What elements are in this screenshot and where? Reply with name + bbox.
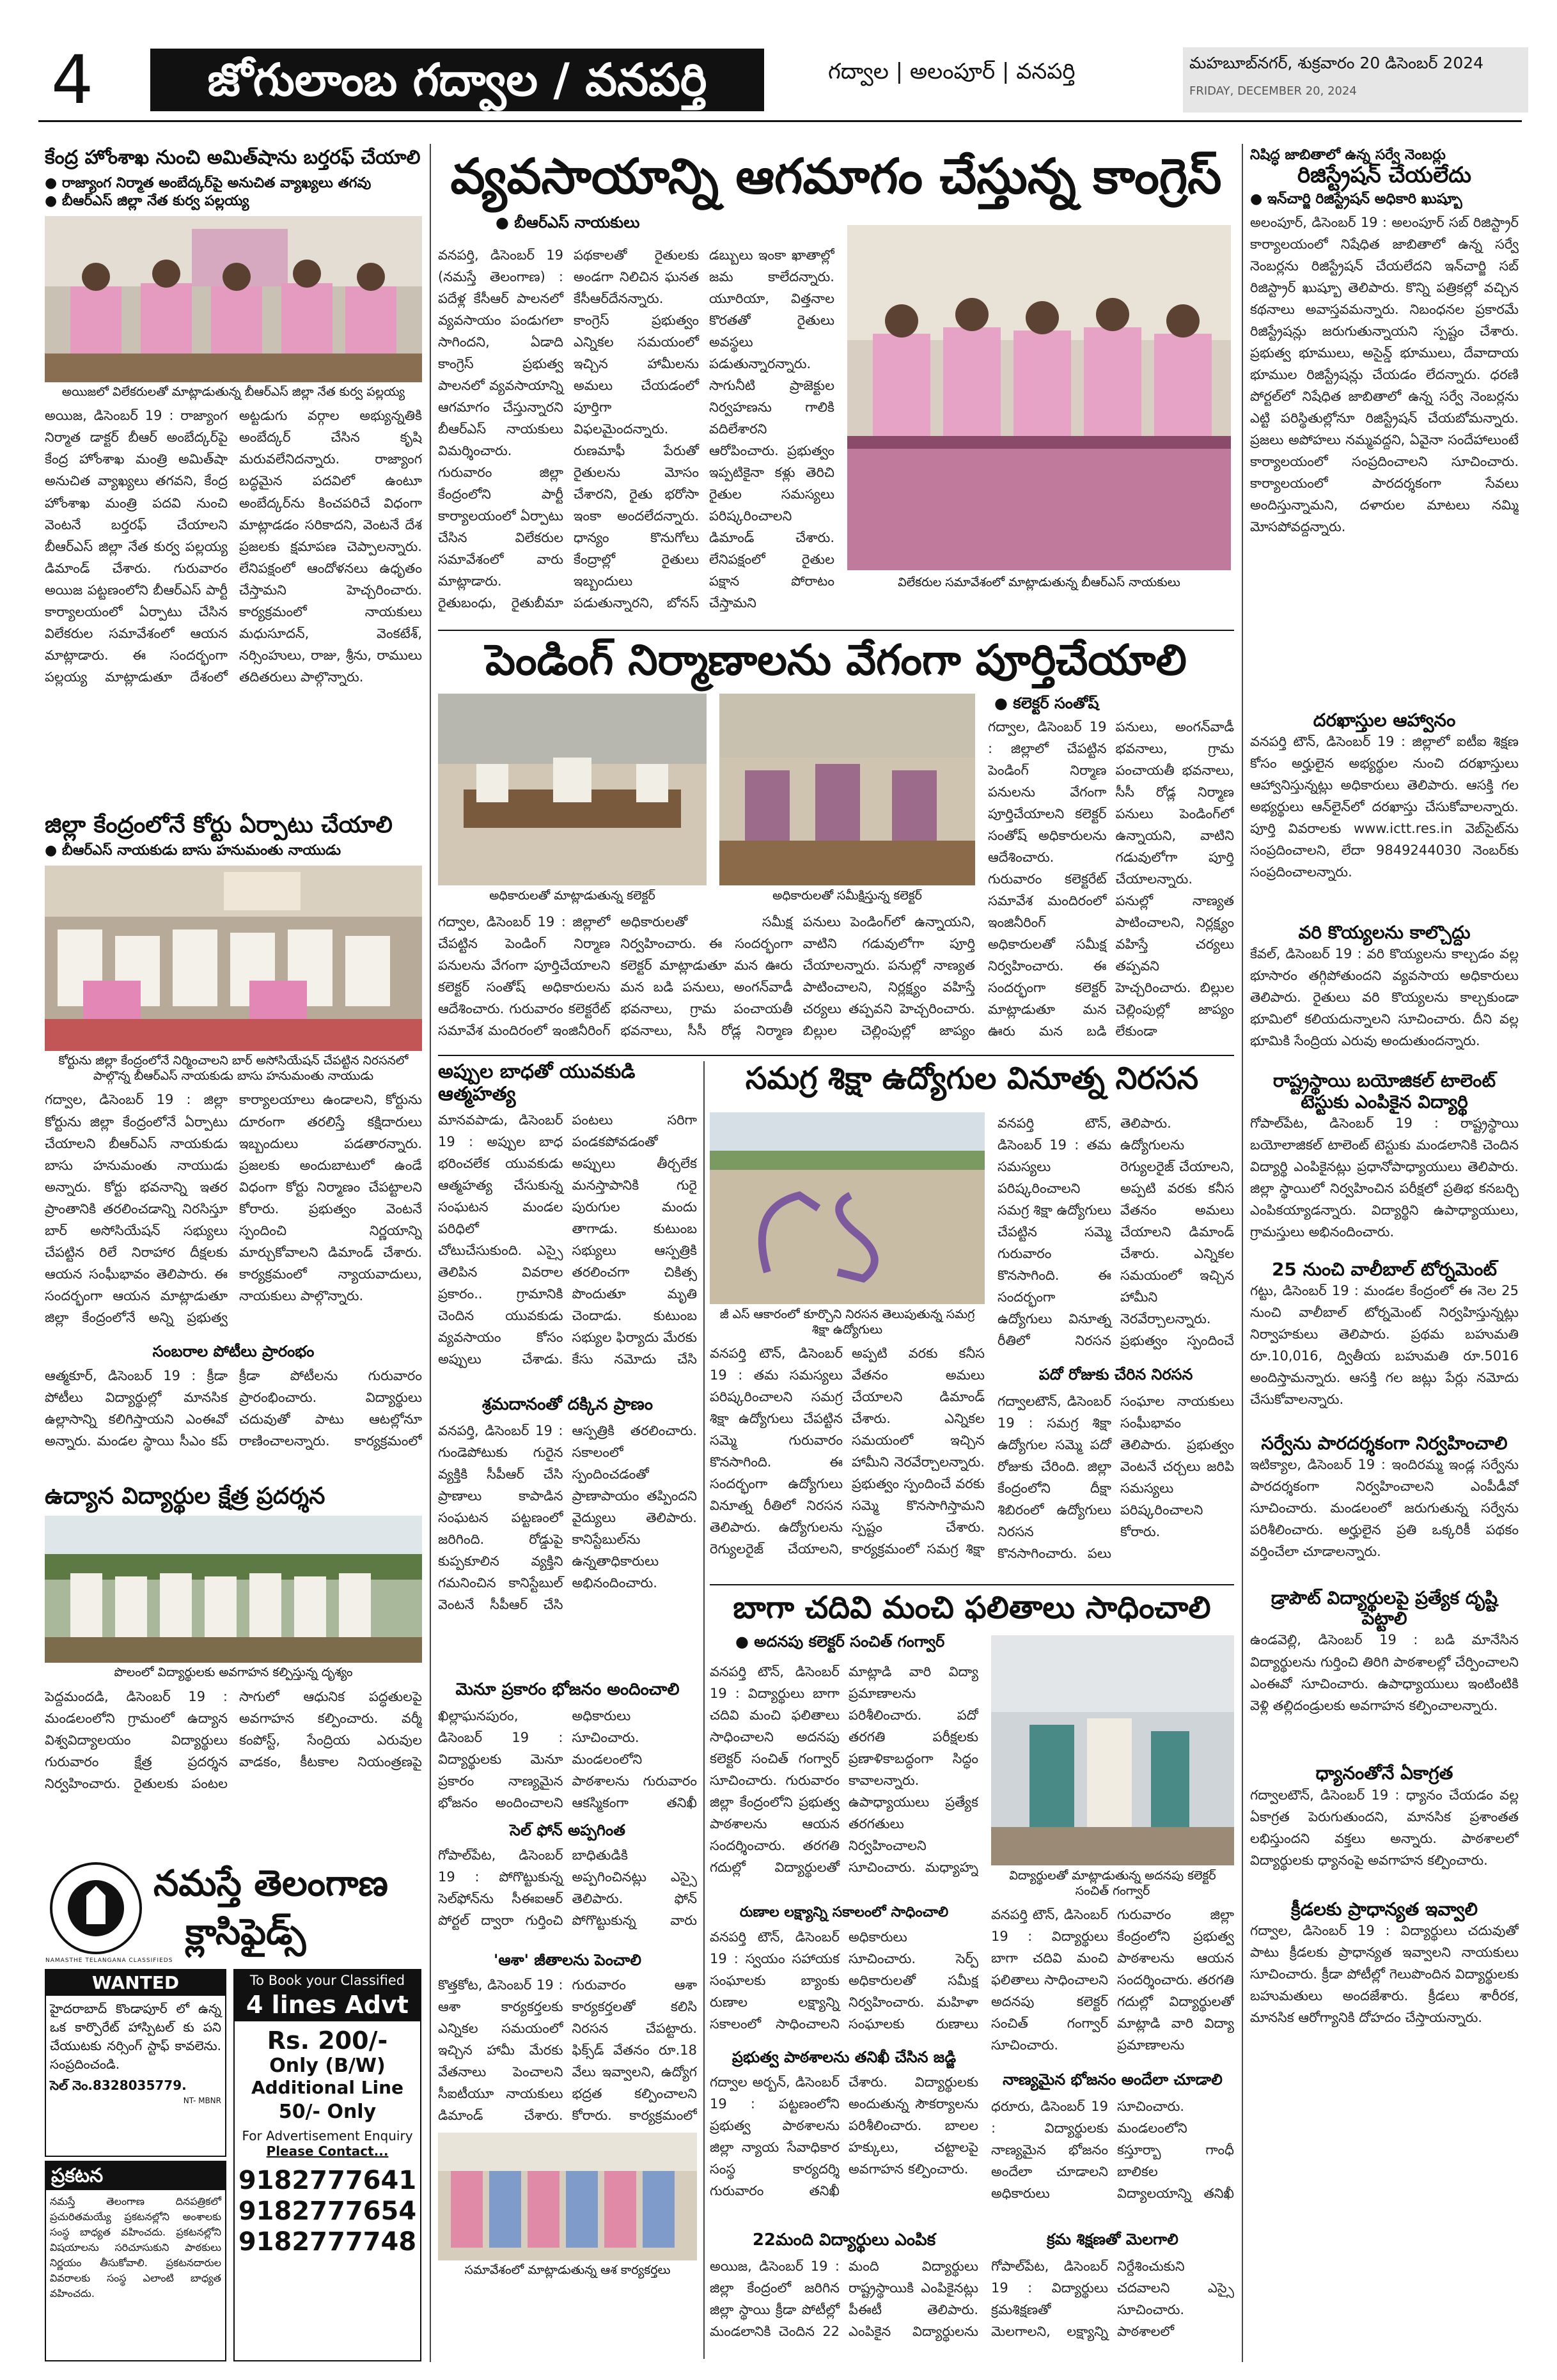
booking-phone: 9182777748 — [238, 2227, 417, 2257]
photo-image — [847, 225, 1231, 570]
story-body: గద్వాల, డిసెంబర్ 19 : జిల్లాలో చేపట్టిన పెండింగ్ నిర్మాణ పనులను వేగంగా పూర్తిచేయాలని కలెక్టర్ సంతోష్ అధికారులను ఆదేశించారు. గురువారం కలెక్టరేట్ సమావేశ మందిరంలో ఇంజినీరింగ్ అధికారులతో సమీక్ష నిర్వహించారు. ఈ సందర్భంగా కలెక్టర్ మాట్లాడుతూ మన ఊరు మన బడి పనులు, అంగన్‌వాడీ భవనాలు, గ్రామ పంచాయతీ భవనాలు, సీసీ రోడ్ల నిర్మాణ పనులు పెండింగ్‌లో ఉన్నాయని, వాటిని గడువులోగా పూర్తి చేయాలన్నారు. పనుల్లో నాణ్యత పాటించాలని, నిర్లక్ష్యం వహిస్తే చర్యలు తప్పవని హెచ్చరించారు. బిల్లుల చెల్లింపుల్లో జాప్యం లేకుండా — [988, 719, 1234, 1039]
story-body: వనపర్తి టౌన్, డిసెంబర్ 19 : జిల్లాలో ఐటీఐ శిక్షణ కోసం అర్హులైన అభ్యర్థుల నుంచి దరఖాస్తులు ఆహ్వానిస్తున్నట్లు అధికారులు తెలిపారు. ఆసక్తి గల అభ్యర్థులు ఆన్‌లైన్‌లో దరఖాస్తు చేసుకోవాలన్నారు. పూర్తి వివరాలకు www.ictt.res.in వెబ్‌సైట్‌ను సంప్రదించాలని, లేదా 9849244030 నెంబర్‌కు సంప్రదించాలన్నారు. — [1250, 734, 1519, 880]
subheadline: ● బీఆర్‌ఎస్ నాయకులు — [496, 214, 640, 232]
booking-phone: 9182777654 — [238, 2197, 417, 2226]
story-body-continued: గద్వాల, డిసెంబర్ 19 : జిల్లాలో చేపట్టిన పెండింగ్ నిర్మాణ పనులను వేగంగా పూర్తిచేయాలని కలెక్టర్ సంతోష్ అధికారులను ఆదేశించారు. గురువారం కలెక్టరేట్ సమావేశ మందిరంలో ఇంజినీరింగ్ అధికారులతో సమీక్ష నిర్వహించారు. ఈ సందర్భంగా కలెక్టర్ మాట్లాడుతూ మన ఊరు మన బడి పనులు, అంగన్‌వాడీ భవనాలు, గ్రామ పంచాయతీ భవనాలు, సీసీ రోడ్ల నిర్మాణ పనులు పెండింగ్‌లో ఉన్నాయని, వాటిని గడువులోగా పూర్తి చేయాలన్నారు. పనుల్లో నాణ్యత పాటించాలని, నిర్లక్ష్యం వహిస్తే చర్యలు తప్పవని హెచ్చరించారు. బిల్లుల చెల్లింపుల్లో జాప్యం — [438, 914, 975, 1039]
story-body: గద్వాలటౌన్, డిసెంబర్ 19 : ధ్యానం చేయడం వల్ల ఏకాగ్రత పెరుగుతుందని, మానసిక ప్రశాంతత లభిస్తుందని వక్తలు అన్నారు. పాఠశాలలో విద్యార్థులకు ధ్యానంపై అవగాహన కల్పించారు. — [1250, 1787, 1519, 1868]
subheadline: ● అదనపు కలెక్టర్ సంచిత్ గంగ్వార్ — [735, 1633, 945, 1651]
masthead-rule — [38, 120, 1522, 122]
brand-word-2: తెలంగాణ — [254, 1863, 388, 1904]
classifieds — [45, 1854, 422, 2365]
ad-wanted-phone: సెల్ నెం.8328035779. — [50, 2078, 187, 2093]
photo-additional-collector — [991, 1635, 1234, 1865]
column-rule — [703, 1061, 705, 2359]
masthead — [38, 41, 1522, 119]
ad-wanted-body: హైదరాబాద్ కొండాపూర్ లో ఉన్న ఒక కార్పొరేట్ హాస్పిటల్ కు పని చేయుటకు నర్సింగ్ స్టాఫ్ కావలెను. సంప్రదించండి. — [50, 2001, 221, 2072]
story-body: మానవపాడు, డిసెంబర్ 19 : అప్పుల బాధ భరించలేక యువకుడు ఆత్మహత్య చేసుకున్న సంఘటన మండల పరిధిలో చోటుచేసుకుంది. ఎస్సై తెలిపిన వివరాల ప్రకారం.. గ్రామానికి చెందిన యువకుడు వ్యవసాయం కోసం అప్పులు చేశాడు. పంటలు సరిగా పండకపోవడంతో అప్పులు తీర్చలేక మనస్తాపానికి గురై పురుగుల మందు తాగాడు. కుటుంబ సభ్యులు ఆస్పత్రికి తరలించగా చికిత్స పొందుతూ మృతి చెందాడు. కుటుంబ సభ్యుల ఫిర్యాదు మేరకు కేసు నమోదు చేసి — [438, 1112, 697, 1367]
headline: సమగ్ర శిక్షా ఉద్యోగుల వినూత్న నిరసన — [745, 1061, 1199, 1096]
masthead-places: గద్వాల | అలంపూర్ | వనపర్తి — [828, 59, 1076, 84]
headline: క్రీడలకు ప్రాధాన్యత ఇవ్వాలి — [1290, 1898, 1478, 1920]
right-column — [1250, 147, 1519, 2362]
photo-caption: జీ ఎస్ ఆకారంలో కూర్చొని నిరసన తెలుపుతున్న సమగ్ర శిక్షా ఉద్యోగులు — [719, 1307, 975, 1337]
photo-caption: అధికారులతో మాట్లాడుతున్న కలెక్టర్ — [489, 889, 655, 903]
headline: అప్పుల బాధతో యువకుడి ఆత్మహత్య — [438, 1061, 636, 1105]
story-body: కేవల్, డిసెంబర్ 19 : వరి కొయ్యలను కాల్చడం వల్ల భూసారం తగ్గిపోతుందని వ్యవసాయ అధికారులు తెలిపారు. రైతులు వరి కొయ్యలను కాల్చకుండా భూమిలో కలియదున్నాలని సూచించారు. దీని వల్ల భూమికి సేంద్రియ ఎరువు అందుతుందన్నారు. — [1250, 946, 1519, 1049]
column-rule — [1242, 144, 1243, 2362]
headline: జిల్లా కేంద్రంలోనే కోర్టు ఏర్పాటు చేయాలి — [45, 812, 393, 838]
masthead-title: జోగులాంబ గద్వాల / వనపర్తి — [150, 49, 764, 111]
headline: డ్రాపౌట్ విద్యార్థులపై ప్రత్యేక దృష్టి పెట్టాలి — [1271, 1587, 1498, 1629]
classifieds-brand — [45, 1854, 422, 1963]
subheadline: 'ఆశా' జీతాలను పెంచాలి — [494, 1950, 641, 1969]
page-number: 4 — [51, 41, 94, 119]
headline: వ్యవసాయాన్ని ఆగమాగం చేస్తున్న కాంగ్రెస్ — [450, 148, 1222, 205]
booking-price: Rs. 200/- — [267, 2026, 388, 2055]
story-body: గద్వాల అర్బన్, డిసెంబర్ 19 : పట్టణంలోని ప్రభుత్వ పాఠశాలను జిల్లా న్యాయ సేవాధికార సంస్థ కార్యదర్శి గురువారం తనిఖీ చేశారు. విద్యార్థులకు అందుతున్న సౌకర్యాలను పరిశీలించారు. బాలల హక్కులు, చట్టాలపై అవగాహన కల్పించారు. — [710, 2074, 978, 2199]
booking-phone: 9182777641 — [238, 2166, 417, 2195]
subheadline: క్రమ శిక్షణతో మెలగాలి — [1047, 2230, 1178, 2248]
sub-text: బీఆర్‌ఎస్ నాయకుడు బాసు హనుమంతు నాయుడు — [61, 843, 341, 859]
story-body: గట్టు, డిసెంబర్ 19 : మండల కేంద్రంలో ఈ నెల 25 నుంచి వాలీబాల్ టోర్నమెంట్ నిర్వహిస్తున్నట్లు నిర్వాహకులు తెలిపారు. ప్రథమ బహుమతి రూ.10,016, ద్వితీయ బహుమతి రూ.5016 అందిస్తామన్నారు. ఆసక్తి గల జట్లు పేర్లు నమోదు చేసుకోవాలన్నారు. — [1250, 1282, 1519, 1407]
photo-caption: విద్యార్థులతో మాట్లాడుతున్న అదనపు కలెక్టర్ సంచిత్ గంగ్వార్ — [1009, 1869, 1216, 1898]
booking-line-7: For Advertisement Enquiry — [242, 2128, 413, 2143]
logo-ring-text: NAMASTHE TELANGANA CLASSIFIEDS — [45, 1957, 173, 1964]
subheadline: ప్రభుత్వ పాఠశాలను తనిఖీ చేసిన జడ్జి — [732, 2048, 957, 2066]
headline: వరి కొయ్యలను కాల్చొద్దు — [1298, 922, 1471, 944]
story-body: అయిజ, డిసెంబర్ 19 : జిల్లా కేంద్రంలో జరిగిన జిల్లా స్థాయి క్రీడా పోటీల్లో మండలానికి చెందిన 22 మంది విద్యార్థులు రాష్ట్రస్థాయికి ఎంపికైనట్లు పీఈటీ తెలిపారు. ఎంపికైన విద్యార్థులను — [710, 2259, 978, 2340]
ad-wanted — [45, 1969, 226, 2157]
photo-brs-press — [847, 225, 1231, 570]
headline: బాగా చదివి మంచి ఫలితాలు సాధించాలి — [733, 1591, 1211, 1626]
photo-image — [45, 866, 422, 1051]
story-body: ఖిల్లాఘనపురం, డిసెంబర్ 19 : విద్యార్థులకు మెనూ ప్రకారం నాణ్యమైన భోజనం అందించాలని అధికారులు సూచించారు. మండలంలోని పాఠశాలను గురువారం ఆకస్మికంగా తనిఖీ — [438, 1707, 697, 1810]
sub-text: బీఆర్‌ఎస్ నాయకులు — [514, 214, 640, 232]
subheadline: సంబరాల పోటీలు ప్రారంభం — [152, 1342, 315, 1361]
story-body: కొత్తకోట, డిసెంబర్ 19 : ఆశా కార్యకర్తలకు ఎన్నికల సమయంలో ఇచ్చిన హామీ మేరకు వేతనాలు పెంచాలని సీఐటీయూ నాయకులు డిమాండ్ చేశారు. గురువారం ఆశా కార్యకర్తలతో కలిసి నిరసన చేపట్టారు. ఫిక్స్‌డ్ వేతనం రూ.18 వేలు ఇవ్వాలని, ఉద్యోగ భద్రత కల్పించాలని కోరారు. కార్యక్రమంలో — [438, 1977, 697, 2124]
photo-caption: పొలంలో విద్యార్థులకు అవగాహన కల్పిస్తున్న దృశ్యం — [114, 1665, 353, 1680]
section-rule — [438, 630, 1234, 631]
booking-line-6: 50/- Only — [278, 2101, 377, 2123]
story-body: వనపర్తి, డిసెంబర్ 19 : గుండెపోటుకు గురైన వ్యక్తికి సీపీఆర్ చేసి ప్రాణాలు కాపాడిన సంఘటన పట్టణంలో జరిగింది. రోడ్డుపై కుప్పకూలిన వ్యక్తిని గమనించిన కానిస్టేబుల్ వెంటనే సీపీఆర్ చేసి ఆస్పత్రికి తరలించారు. సకాలంలో స్పందించడంతో ప్రాణాపాయం తప్పిందని వైద్యులు తెలిపారు. కానిస్టేబుల్‌ను ఉన్నతాధికారులు అభినందించారు. — [438, 1422, 697, 1612]
story-body: అలంపూర్, డిసెంబర్ 19 : అలంపూర్ సబ్ రిజిస్ట్రార్ కార్యాలయంలో నిషేధిత జాబితాలో ఉన్న సర్వే నెంబర్లను రిజిస్ట్రేషన్ చేయలేదని ఇన్‌చార్జి సబ్ రిజిస్ట్రార్ ఖుష్బూ తెలిపారు. కొన్ని పత్రికల్లో వచ్చిన కథనాలు అవాస్తవమన్నారు. నిబంధనల ప్రకారమే రిజిస్ట్రేషన్లు జరుగుతున్నాయని స్పష్టం చేశారు. ప్రభుత్వ భూములు, అసైన్డ్ భూములు, దేవాదాయ భూముల రిజిస్ట్రేషన్లు చేయడం లేదన్నారు. ధరణి పోర్టల్‌లో నిషేధిత జాబితాలో ఉన్న సర్వే నెంబర్లను ఎట్టి పరిస్థితుల్లోనూ రిజిస్ట్రేషన్ చేయబోమన్నారు. ప్రజలు అపోహలు నమ్మవద్దని, ఏవైనా సందేహాలుంటే కార్యాలయంలో సంప్రదించాలని సూచించారు. కార్యాలయంలో పారదర్శకంగా సేవలు అందిస్తున్నామని, దళారుల మాటలు నమ్మి మోసపోవద్దన్నారు. — [1250, 214, 1519, 535]
headline: ఉద్యాన విద్యార్థుల క్షేత్ర ప్రదర్శన — [45, 1483, 325, 1509]
subheadline: 22మంది విద్యార్థులు ఎంపిక — [752, 2230, 936, 2250]
headline: రాష్ట్రస్థాయి బయోజికల్ టాలెంట్ టెస్టుకు ఎంపికైన విద్యార్థి — [1272, 1070, 1496, 1112]
photo-caption: అధికారులతో సమీక్షిస్తున్న కలెక్టర్ — [772, 889, 922, 903]
story-appala — [438, 1061, 697, 2362]
story-baga-chadivi — [710, 1591, 1234, 2362]
story-body: పెద్దమందడి, డిసెంబర్ 19 : మండలంలోని గ్రామంలో ఉద్యాన విశ్వవిద్యాలయం విద్యార్థులు గురువారం క్షేత్ర ప్రదర్శన నిర్వహించారు. రైతులకు పంటల సాగులో ఆధునిక పద్ధతులపై అవగాహన కల్పించారు. వర్మీ కంపోస్ట్, సేంద్రియ ఎరువుల వాడకం, కీటకాల నియంత్రణపై — [45, 1689, 422, 1792]
photo-officials — [719, 694, 975, 885]
story-body: గద్వాల, డిసెంబర్ 19 : జిల్లా కోర్టును జిల్లా కేంద్రంలోనే ఏర్పాటు చేయాలని బీఆర్‌ఎస్ నాయకుడు బాసు హనుమంతు నాయుడు అన్నారు. కోర్టు భవనాన్ని ఇతర ప్రాంతానికి తరలించడాన్ని నిరసిస్తూ బార్ అసోసియేషన్ సభ్యులు చేపట్టిన రిలే నిరాహార దీక్షలకు ఆయన సంఘీభావం తెలిపారు. ఈ సందర్భంగా ఆయన మాట్లాడుతూ జిల్లా కేంద్రంలోనే అన్ని ప్రభుత్వ కార్యాలయాలు ఉండాలని, కోర్టును దూరంగా తరలిస్తే కక్షిదారులు ఇబ్బందులు పడతారన్నారు. ప్రజలకు అందుబాటులో ఉండే విధంగా కోర్టు నిర్మాణం చేపట్టాలని కోరారు. ప్రభుత్వం వెంటనే స్పందించి నిర్ణయాన్ని మార్చుకోవాలని డిమాండ్ చేశారు. కార్యక్రమంలో న్యాయవాదులు, నాయకులు పాల్గొన్నారు. — [45, 1092, 422, 1325]
headline: రిజిస్ట్రేషన్ చేయలేదు — [1297, 162, 1472, 189]
booking-line-1: To Book your Classified — [235, 1970, 420, 1991]
photo-caption: సమావేశంలో మాట్లాడుతున్న ఆశ కార్యకర్తలు — [464, 2262, 671, 2277]
photo-collector-meeting — [438, 694, 707, 885]
ad-notice — [45, 2161, 226, 2361]
headline: ధ్యానంతోనే ఏకాగ్రత — [1315, 1762, 1453, 1784]
sub-text: అదనపు కలెక్టర్ సంచిత్ గంగ్వార్ — [754, 1633, 945, 1651]
sub-text: ఇన్‌చార్జి రిజిస్ట్రేషన్ అధికారి ఖుష్బూ — [1267, 191, 1462, 208]
booking-line-5: Additional Line — [251, 2077, 404, 2098]
story-body-continued: వనపర్తి టౌన్, డిసెంబర్ 19 : తమ సమస్యలు పరిష్కరించాలని సమగ్ర శిక్షా ఉద్యోగులు చేపట్టిన సమ్మె గురువారం కొనసాగింది. ఈ సందర్భంగా ఉద్యోగులు వినూత్న రీతిలో నిరసన తెలిపారు. ఉద్యోగులను రెగ్యులరైజ్ చేయాలని, అప్పటి వరకు కనీస వేతనం అమలు చేయాలని డిమాండ్ చేశారు. ఎన్నికల సమయంలో ఇచ్చిన హామీని నెరవేర్చాలన్నారు. ప్రభుత్వం స్పందించే వరకు సమ్మె కొనసాగిస్తామని స్పష్టం చేశారు. కార్యక్రమంలో సమగ్ర శిక్షా — [710, 1346, 985, 1557]
column-rule — [430, 144, 431, 2362]
story-amit-shah — [45, 147, 422, 799]
story-body: గోపాల్‌పేట, డిసెంబర్ 19 : విద్యార్థులు క్రమశిక్షణతో మెలగాలని, లక్ష్యాన్ని నిర్దేశించుకుని చదవాలని ఎస్సై సూచించారు. పాఠశాలలో — [991, 2259, 1234, 2340]
photo-caption: అయిజలో విలేకరులతో మాట్లాడుతున్న బీఆర్‌ఎస్ జిల్లా నేత కుర్వ పల్లయ్య — [61, 384, 405, 399]
subheadline: మెనూ ప్రకారం భోజనం అందించాలి — [455, 1679, 680, 1699]
subheadline: ● ఇన్‌చార్జి రిజిస్ట్రేషన్ అధికారి ఖుష్బూ — [1250, 191, 1462, 208]
photo-asha-workers — [438, 2133, 697, 2260]
photo-image — [719, 694, 975, 885]
photo-image — [991, 1635, 1234, 1865]
subheadline: ● కలెక్టర్ సంతోష్ — [994, 694, 1099, 712]
headline: కేంద్ర హోంశాఖ నుంచి అమిత్‌షాను బర్తరఫ్ చేయాలి — [45, 147, 421, 169]
photo-field-visit — [45, 1516, 422, 1663]
story-body: వనపర్తి, డిసెంబర్ 19 (నమస్తే తెలంగాణ) : పదేళ్ల కేసీఆర్ పాలనలో వ్యవసాయం పండుగలా సాగిందని, ఏడాది కాంగ్రెస్ ప్రభుత్వ పాలనలో వ్యవసాయాన్ని ఆగమాగం చేస్తున్నారని బీఆర్‌ఎస్ నాయకులు విమర్శించారు. గురువారం జిల్లా కేంద్రంలోని పార్టీ కార్యాలయంలో ఏర్పాటు చేసిన విలేకరుల సమావేశంలో వారు మాట్లాడారు. రైతుబంధు, రైతుబీమా పథకాలతో రైతులకు అండగా నిలిచిన ఘనత కేసీఆర్‌దేనన్నారు. కాంగ్రెస్ ప్రభుత్వం ఎన్నికల సమయంలో ఇచ్చిన హామీలను అమలు చేయడంలో పూర్తిగా విఫలమైందన్నారు. రుణమాఫీ పేరుతో రైతులను మోసం చేశారని, రైతు భరోసా ఇంకా అందలేదన్నారు. ధాన్యం కొనుగోలు కేంద్రాల్లో రైతులు ఇబ్బందులు పడుతున్నారని, బోనస్ డబ్బులు ఇంకా ఖాతాల్లో జమ కాలేదన్నారు. యూరియా, విత్తనాల కొరతతో రైతులు అవస్థలు పడుతున్నారన్నారు. సాగునీటి ప్రాజెక్టుల నిర్వహణను గాలికి వదిలేశారని ఆరోపించారు. ప్రభుత్వం ఇప్పటికైనా కళ్లు తెరిచి రైతుల సమస్యలు పరిష్కరించాలని డిమాండ్ చేశారు. లేనిపక్షంలో రైతుల పక్షాన పోరాటం చేస్తామని — [438, 247, 834, 611]
date-telugu: మహబూబ్‌నగర్, శుక్రవారం 20 డిసెంబర్ 2024 — [1189, 54, 1484, 72]
headline: సర్వేను పారదర్శకంగా నిర్వహించాలి — [1261, 1432, 1508, 1454]
story-body: వనపర్తి టౌన్, డిసెంబర్ 19 : స్వయం సహాయక సంఘాలకు బ్యాంకు రుణాల లక్ష్యాన్ని సకాలంలో సాధించాలని అధికారులు సూచించారు. సెర్ప్ అధికారులతో సమీక్ష నిర్వహించారు. మహిళా సంఘాలకు రుణాలు — [710, 1929, 978, 2032]
headline-kicker: నిషిద్ధ జాబితాలో ఉన్న సర్వే నెంబర్లు — [1250, 147, 1446, 163]
booking-phones — [235, 2165, 420, 2257]
subheadline: ● బీఆర్‌ఎస్ నాయకుడు బాసు హనుమంతు నాయుడు — [45, 843, 341, 859]
date-english: FRIDAY, DECEMBER 20, 2024 — [1189, 84, 1357, 98]
subheadline: రుణాల లక్ష్యాన్ని సకాలంలో సాధించాలి — [739, 1904, 949, 1920]
ad-booking — [233, 1969, 421, 2361]
brand-word-1: నమస్తే — [153, 1863, 242, 1904]
headline: పెండింగ్ నిర్మాణాలను వేగంగా పూర్తిచేయాలి — [485, 636, 1187, 685]
photo-image — [438, 2133, 697, 2260]
photo-image — [45, 216, 422, 382]
story-body: ఇటిక్యాల, డిసెంబర్ 19 : ఇందిరమ్మ ఇండ్ల సర్వేను పారదర్శకంగా నిర్వహించాలని ఎంపీడీవో సూచించారు. మండలంలో జరుగుతున్న సర్వేను పరిశీలించారు. అర్హులైన ప్రతి ఒక్కరికీ పథకం వర్తించేలా చూడాలన్నారు. — [1250, 1457, 1519, 1560]
story-body-continued: వనపర్తి టౌన్, డిసెంబర్ 19 : విద్యార్థులు బాగా చదివి మంచి ఫలితాలు సాధించాలని అదనపు కలెక్టర్ సంచిత్ గంగ్వార్ సూచించారు. గురువారం జిల్లా కేంద్రంలోని ప్రభుత్వ పాఠశాలను ఆయన సందర్శించారు. తరగతి గదుల్లో విద్యార్థులతో మాట్లాడి వారి విద్యా ప్రమాణాలను — [991, 1907, 1234, 2053]
story-body: వనపర్తి టౌన్, డిసెంబర్ 19 : విద్యార్థులు బాగా చదివి మంచి ఫలితాలు సాధించాలని అదనపు కలెక్టర్ సంచిత్ గంగ్వార్ సూచించారు. గురువారం జిల్లా కేంద్రంలోని ప్రభుత్వ పాఠశాలను ఆయన సందర్శించారు. తరగతి గదుల్లో విద్యార్థులతో మాట్లాడి వారి విద్యా ప్రమాణాలను పరిశీలించారు. పదో తరగతి పరీక్షలకు ప్రణాళికాబద్ధంగా సిద్ధం కావాలన్నారు. ఉపాధ్యాయులు ప్రత్యేక తరగతులు నిర్వహించాలని సూచించారు. మధ్యాహ్న — [710, 1664, 978, 1876]
story-court — [45, 812, 422, 1470]
photo-samagra-protest — [710, 1112, 985, 1304]
sub-text: రాజ్యాంగ నిర్మాత అంబేద్కర్‌పై అనుచిత వ్యాఖ్యలు తగవు — [61, 175, 372, 191]
story-body: ధరూరు, డిసెంబర్ 19 : విద్యార్థులకు నాణ్యమైన భోజనం అందేలా చూడాలని అధికారులు సూచించారు. మండలంలోని కస్తూర్బా గాంధీ బాలికల విద్యాలయాన్ని తనిఖీ — [991, 2099, 1234, 2202]
story-body: ఉండవెల్లి, డిసెంబర్ 19 : బడి మానేసిన విద్యార్థులను గుర్తించి తిరిగి పాఠశాలల్లో చేర్పించాలని ఎంఈవో సూచించారు. ఉపాధ్యాయులు ఇంటింటికి వెళ్లి తల్లిదండ్రులకు అవగాహన కల్పించాలన్నారు. — [1250, 1632, 1519, 1713]
photo-caption: విలేకరుల సమావేశంలో మాట్లాడుతున్న బీఆర్‌ఎస్ నాయకులు — [898, 575, 1180, 589]
subheadline: పదో రోజుకు చేరిన నిరసన — [1038, 1365, 1193, 1383]
brand-line-2: క్లాసిఫైడ్స్ — [185, 1911, 306, 1953]
ad-notice-body: నమస్తే తెలంగాణ దినపత్రికలో ప్రచురితమయ్యే ప్రకటనల్లోని అంశాలకు సంస్థ బాధ్యత వహించదు. ప్రకటనల్లోని విషయాలను సరిచూసుకుని పాఠకులు నిర్ణయం తీసుకోవాలి. ప్రకటనదారుల వివరాలకు సంస్థ ఎలాంటి బాధ్యత వహించదు. — [50, 2195, 221, 2299]
classifieds-logo — [48, 1860, 144, 1956]
booking-line-4: Only (B/W) — [269, 2055, 386, 2077]
story-agriculture — [438, 148, 1234, 621]
booking-line-8: Please Contact... — [266, 2143, 389, 2159]
subheadline: శ్రమదానంతో దక్కిన ప్రాణం — [481, 1395, 653, 1414]
photo-caption: కోర్టును జిల్లా కేంద్రంలోనే నిర్మించాలని బార్ అసోసియేషన్ చేపట్టిన నిరసనలో పాల్గొన్న బీఆర్‌ఎస్ నాయకుడు బాసు హనుమంతు నాయుడు — [58, 1053, 409, 1083]
sub-text: బీఆర్‌ఎస్ జిల్లా నేత కుర్వ పల్లయ్య — [61, 193, 249, 210]
section-rule — [710, 1584, 1234, 1585]
ad-wanted-code: NT- MBNR — [183, 2096, 221, 2105]
photo-image — [45, 1516, 422, 1663]
ad-wanted-title: WANTED — [46, 1970, 225, 1996]
story-body: గద్వాల, డిసెంబర్ 19 : విద్యార్థులు చదువుతో పాటు క్రీడలకు ప్రాధాన్యత ఇవ్వాలని నాయకులు సూచించారు. క్రీడా పోటీల్లో గెలుపొందిన విద్యార్థులకు బహుమతులు అందజేశారు. క్రీడలు శారీరక, మానసిక ఆరోగ్యానికి దోహదం చేస్తాయన్నారు. — [1250, 1922, 1519, 2025]
photo-image — [438, 694, 707, 885]
section-rule — [438, 1055, 1234, 1056]
subheadline: ● రాజ్యాంగ నిర్మాత అంబేద్కర్‌పై అనుచిత వ్యాఖ్యలు తగవు — [45, 175, 372, 191]
story-body: గద్వాలటౌన్, డిసెంబర్ 19 : సమగ్ర శిక్షా ఉద్యోగుల సమ్మె పదో రోజుకు చేరింది. జిల్లా కేంద్రంలోని దీక్షా శిబిరంలో ఉద్యోగులు నిరసన కొనసాగించారు. పలు సంఘాల నాయకులు సంఘీభావం తెలిపారు. ప్రభుత్వం వెంటనే చర్చలు జరిపి సమస్యలు పరిష్కరించాలని కోరారు. — [998, 1394, 1234, 1562]
booking-line-2: 4 lines Advt — [235, 1991, 420, 2021]
story-horticulture — [45, 1483, 422, 1841]
story-body: అయిజ, డిసెంబర్ 19 : రాజ్యాంగ నిర్మాత డాక్టర్ బీఆర్ అంబేద్కర్‌పై కేంద్ర హోంశాఖ మంత్రి అమిత్‌షా అనుచిత వ్యాఖ్యలు తగవని, కేంద్ర హోంశాఖ మంత్రి పదవి నుంచి వెంటనే బర్తరఫ్ చేయాలని బీఆర్‌ఎస్ జిల్లా నేత కుర్వ పల్లయ్య డిమాండ్ చేశారు. గురువారం అయిజ పట్టణంలోని బీఆర్‌ఎస్ పార్టీ కార్యాలయంలో ఏర్పాటు చేసిన విలేకరుల సమావేశంలో ఆయన మాట్లాడారు. ఈ సందర్భంగా పల్లయ్య మాట్లాడుతూ దేశంలో అట్టడుగు వర్గాల అభ్యున్నతికి అంబేద్కర్ చేసిన కృషి మరువలేనిదన్నారు. రాజ్యాంగ బద్ధమైన పదవిలో ఉంటూ అంబేద్కర్‌ను కించపరిచే విధంగా మాట్లాడడం సరికాదని, వెంటనే దేశ ప్రజలకు క్షమాపణ చెప్పాలన్నారు. లేనిపక్షంలో ఆందోళనలు ఉధృతం చేస్తామని హెచ్చరించారు. కార్యక్రమంలో నాయకులు మధుసూదన్, వెంకటేశ్, నర్సింహులు, రాజు, శ్రీను, రాములు తదితరులు పాల్గొన్నారు. — [45, 408, 422, 685]
brand-line-1 — [153, 1863, 388, 1913]
story-body: గోపాల్‌పేట, డిసెంబర్ 19 : పోగొట్టుకున్న సెల్‌ఫోన్‌ను సీఈఐఆర్ పోర్టల్ ద్వారా గుర్తించి బాధితుడికి అప్పగించినట్లు ఎస్సై తెలిపారు. ఫోన్ పోగొట్టుకున్న వారు — [438, 1847, 697, 1928]
ad-notice-title: ప్రకటన — [46, 2162, 225, 2190]
subheadline: సెల్‌ ఫోన్‌ అప్పగింత — [510, 1821, 625, 1839]
story-body: గోపాల్‌పేట, డిసెంబర్ 19 : రాష్ట్రస్థాయి బయోలాజికల్ టాలెంట్ టెస్టుకు మండలానికి చెందిన విద్యార్థి ఎంపికైనట్లు ప్రధానోపాధ్యాయులు తెలిపారు. జిల్లా స్థాయిలో నిర్వహించిన పరీక్షలో ప్రతిభ కనబర్చి ఎంపికయ్యాడన్నారు. విద్యార్థిని ఉపాధ్యాయులు, గ్రామస్తులు అభినందించారు. — [1250, 1115, 1519, 1240]
headline: దరఖాస్తుల ఆహ్వానం — [1313, 709, 1456, 731]
story-body: వనపర్తి టౌన్, డిసెంబర్ 19 : తమ సమస్యలు పరిష్కరించాలని సమగ్ర శిక్షా ఉద్యోగులు చేపట్టిన సమ్మె గురువారం కొనసాగింది. ఈ సందర్భంగా ఉద్యోగులు వినూత్న రీతిలో నిరసన తెలిపారు. ఉద్యోగులను రెగ్యులరైజ్ చేయాలని, అప్పటి వరకు కనీస వేతనం అమలు చేయాలని డిమాండ్ చేశారు. ఎన్నికల సమయంలో ఇచ్చిన హామీని నెరవేర్చాలన్నారు. ప్రభుత్వం స్పందించే — [998, 1116, 1234, 1349]
photo-press-meet — [45, 216, 422, 382]
story-pending-construction — [438, 636, 1234, 1052]
photo-image — [710, 1112, 985, 1304]
story-samagra — [710, 1061, 1234, 1579]
photo-protest — [45, 866, 422, 1051]
story-body: ఆత్మకూర్, డిసెంబర్ 19 : క్రీడా పోటీలు విద్యార్థుల్లో మానసిక ఉల్లాసాన్ని కలిగిస్తాయని ఎంఈవో అన్నారు. మండల స్థాయి సీఎం కప్ క్రీడా పోటీలను గురువారం ప్రారంభించారు. విద్యార్థులు చదువుతో పాటు ఆటల్లోనూ రాణించాలన్నారు. కార్యక్రమంలో — [45, 1367, 422, 1449]
subheadline: నాణ్యమైన భోజనం అందేలా చూడాలి — [1003, 2071, 1223, 2088]
sub-text: కలెక్టర్ సంతోష్ — [1013, 694, 1099, 712]
subheadline: ● బీఆర్‌ఎస్ జిల్లా నేత కుర్వ పల్లయ్య — [45, 193, 249, 210]
headline: 25 నుంచి వాలీబాల్ టోర్నమెంట్ — [1271, 1258, 1498, 1280]
